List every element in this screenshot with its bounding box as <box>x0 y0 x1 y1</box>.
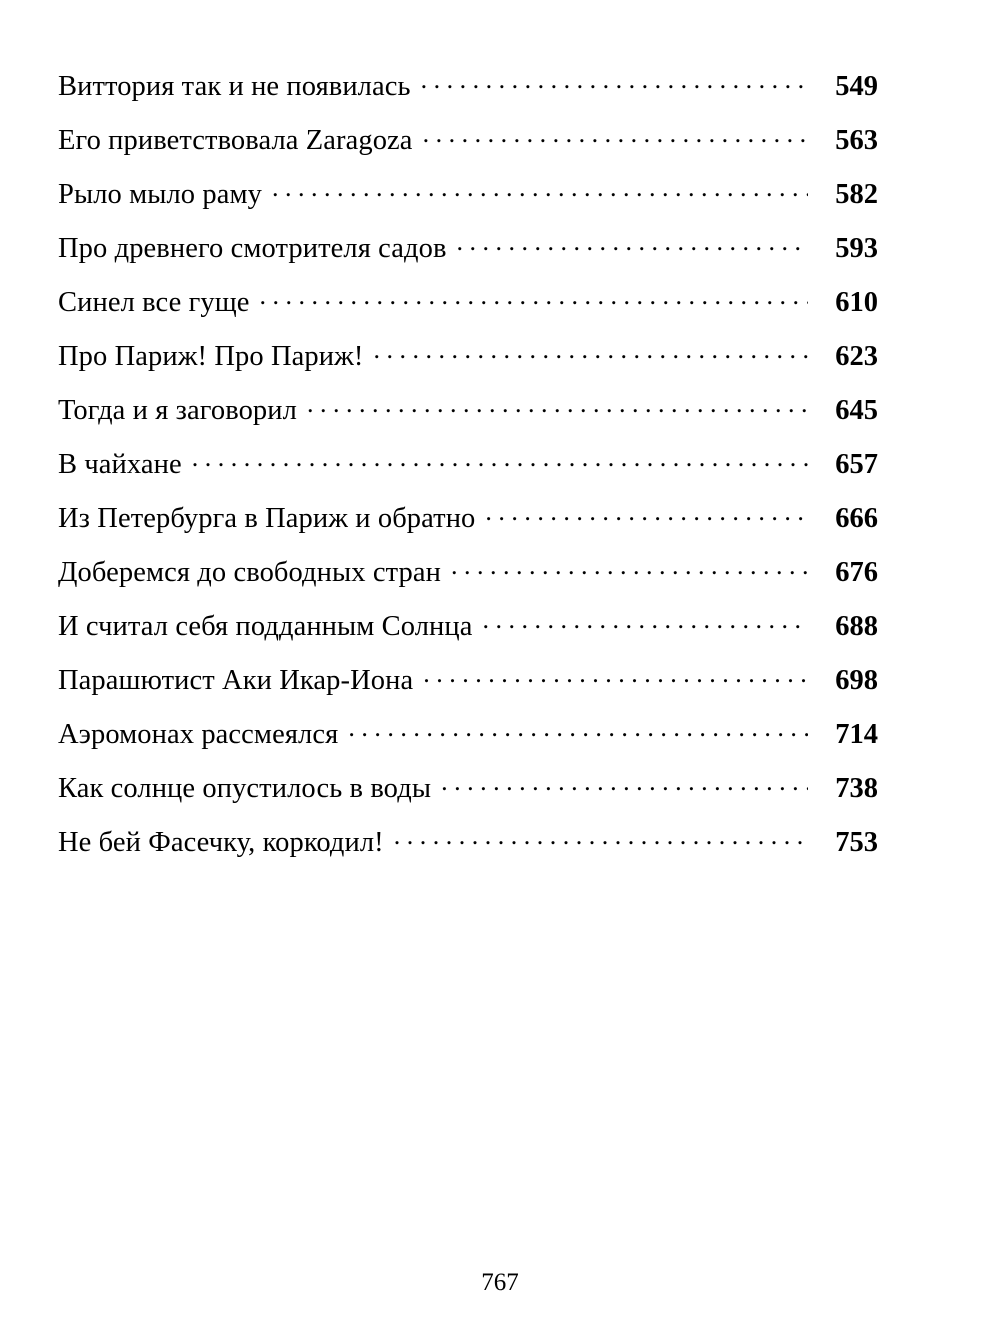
toc-entry-page: 666 <box>835 502 878 534</box>
toc-entry-page: 593 <box>835 232 878 264</box>
toc-entry-title: Виттория так и не появилась <box>58 70 411 102</box>
toc-entry-page: 610 <box>835 286 878 318</box>
toc-entry-title: В чайхане <box>58 448 182 480</box>
toc-entry[interactable] <box>58 498 878 533</box>
toc-entry-page: 738 <box>835 772 878 804</box>
toc-leader-dots <box>457 228 809 257</box>
toc-entry[interactable] <box>58 606 878 641</box>
toc-leader-dots <box>394 822 808 851</box>
toc-entry[interactable] <box>58 822 878 857</box>
toc-leader-dots <box>260 282 808 311</box>
toc-leader-dots <box>423 660 808 689</box>
toc-entry-title: Доберемся до свободных стран <box>58 556 441 588</box>
toc-entry-title: Рыло мыло раму <box>58 178 262 210</box>
toc-entry[interactable] <box>58 390 878 425</box>
toc-entry[interactable] <box>58 714 878 749</box>
toc-entry-title: Про Париж! Про Париж! <box>58 340 364 372</box>
toc-leader-dots <box>348 714 808 743</box>
toc-leader-dots <box>483 606 809 635</box>
toc-entry-page: 563 <box>835 124 878 156</box>
toc-entry[interactable] <box>58 120 878 155</box>
toc-entry-title: Парашютист Аки Икар-Иона <box>58 664 414 696</box>
toc-entry[interactable] <box>58 174 878 209</box>
toc-entry-page: 623 <box>835 340 878 372</box>
toc-entry[interactable] <box>58 552 878 587</box>
toc-entry-page: 657 <box>835 448 878 480</box>
toc-leader-dots <box>192 444 808 473</box>
toc-leader-dots <box>307 390 808 419</box>
toc-entry-page: 688 <box>835 610 878 642</box>
toc-entry-page: 582 <box>835 178 878 210</box>
toc-entry-page: 753 <box>835 826 878 858</box>
toc-entry-title: Как солнце опустилось в воды <box>58 772 432 804</box>
toc-entry-title: Синел все гуще <box>58 286 250 318</box>
toc-leader-dots <box>272 174 808 203</box>
toc-leader-dots <box>421 66 808 95</box>
toc-leader-dots <box>451 552 808 581</box>
toc-entry[interactable] <box>58 228 878 263</box>
toc-entry-title: Его приветствовала Zaragoza <box>58 124 413 156</box>
toc-entry[interactable] <box>58 444 878 479</box>
toc-entry-page: 645 <box>835 394 878 426</box>
table-of-contents <box>58 66 878 876</box>
toc-entry-title: Тогда и я заговорил <box>58 394 297 426</box>
toc-leader-dots <box>423 120 808 149</box>
toc-entry-page: 549 <box>835 70 878 102</box>
toc-leader-dots <box>485 498 808 527</box>
toc-entry-title: И считал себя подданным Солнца <box>58 610 473 642</box>
toc-leader-dots <box>441 768 808 797</box>
toc-entry-title: Из Петербурга в Париж и обратно <box>58 502 476 534</box>
toc-entry[interactable] <box>58 66 878 101</box>
toc-entry-page: 676 <box>835 556 878 588</box>
toc-entry-title: Не бей Фасечку, коркодил! <box>58 826 384 858</box>
toc-entry-page: 698 <box>835 664 878 696</box>
toc-entry[interactable] <box>58 660 878 695</box>
toc-entry[interactable] <box>58 336 878 371</box>
toc-entry[interactable] <box>58 768 878 803</box>
toc-entry-title: Про древнего смотрителя садов <box>58 232 447 264</box>
toc-entry-title: Аэромонах рассмеялся <box>58 718 339 750</box>
toc-entry-page: 714 <box>835 718 878 750</box>
toc-entry[interactable] <box>58 282 878 317</box>
toc-leader-dots <box>373 336 808 365</box>
page-number: 767 <box>481 1269 519 1296</box>
